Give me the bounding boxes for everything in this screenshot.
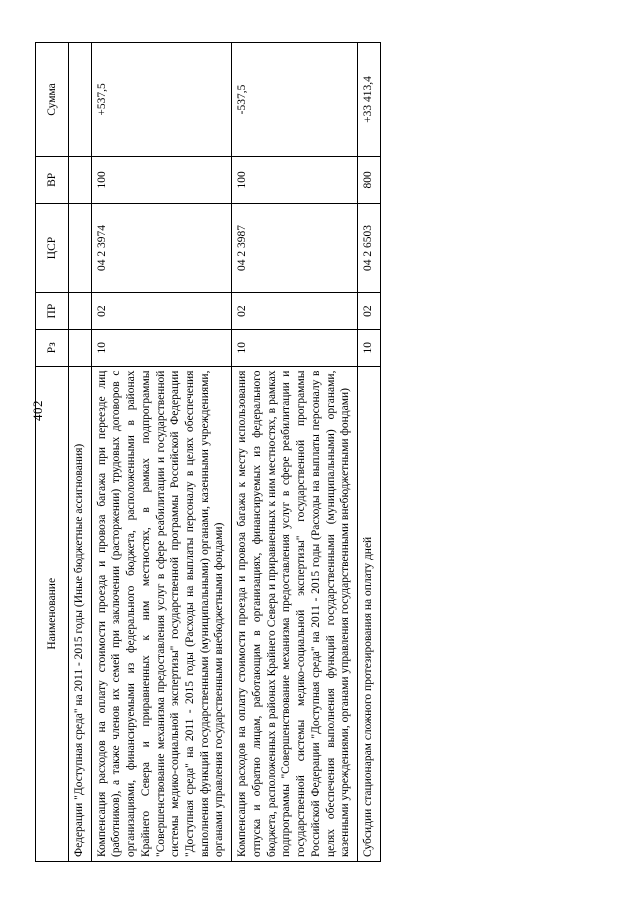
column-header-rz: Рз [36,329,69,366]
cell-rz: 10 [232,329,358,366]
table-row [232,43,358,862]
cell-vr: 100 [91,156,231,203]
column-header-sum: Сумма [36,43,69,157]
table-row [91,43,231,862]
cell-sum: -537,5 [232,43,358,157]
table-row [357,43,380,862]
cell-pr: 02 [91,293,231,330]
cell-pr: 02 [357,293,380,330]
table-header-row [36,43,69,862]
cell-sum: +33 413,4 [357,43,380,157]
cell-vr: 800 [357,156,380,203]
column-header-vr: ВР [36,156,69,203]
cell-rz: 10 [91,329,231,366]
cell-name: Компенсация расходов на оплату стоимости проезда и провоза багажа при переезде лиц (работников), а также членов их семей при заключении (расторжении) трудовых договоров с организациями, финансируемыми из федерального бюджета, расположенными в районах Крайнего Севера и приравненных к ним местностях, в рамках подпрограммы "Совершенствование механизма предоставления услуг в сфере реабилитации и государственной системы медико-социальной экспертизы" государственной программы Российской Федерации "Доступная среда" на 2011 - 2015 годы (Расходы на выплаты персоналу в целях обеспечения выполнения функций государственными (муниципальными) органами, казенными учреждениями, органами управления государственными внебюджетными фондами) [91,366,231,861]
cell-csr: 04 2 6503 [357,203,380,293]
rotated-table-wrapper [35,42,605,862]
cell-pr: 02 [232,293,358,330]
cell-name: Федерации "Доступная среда" на 2011 - 2015 годы (Иные бюджетные ассигнования) [69,366,92,861]
cell-rz: 10 [357,329,380,366]
cell-csr: 04 2 3987 [232,203,358,293]
column-header-pr: ПР [36,293,69,330]
cell-rz [69,329,92,366]
cell-sum [69,43,92,157]
cell-sum: +537,5 [91,43,231,157]
cell-vr [69,156,92,203]
page-number: 402 [30,400,45,421]
cell-vr: 100 [232,156,358,203]
cell-csr [69,203,92,293]
cell-csr: 04 2 3974 [91,203,231,293]
column-header-csr: ЦСР [36,203,69,293]
cell-name: Субсидии стационарам сложного протезирования на оплату дней [357,366,380,861]
budget-table [35,42,381,862]
table-row [69,43,92,862]
cell-pr [69,293,92,330]
column-header-name: Наименование [36,366,69,861]
cell-name: Компенсация расходов на оплату стоимости проезда и провоза багажа к месту использования отпуска и обратно лицам, работающим в организациях, финансируемых из федерального бюджета, расположенных в районах Крайнего Севера и приравненных к ним местностях, в рамках подпрограммы "Совершенствование механизма предоставления услуг в сфере реабилитации и государственной системы медико-социальной экспертизы" государственной программы Российской Федерации "Доступная среда" на 2011 - 2015 годы (Расходы на выплаты персоналу в целях обеспечения выполнения функций государственными (муниципальными) органами, казенными учреждениями, органами управления государственными внебюджетными фондами) [232,366,358,861]
